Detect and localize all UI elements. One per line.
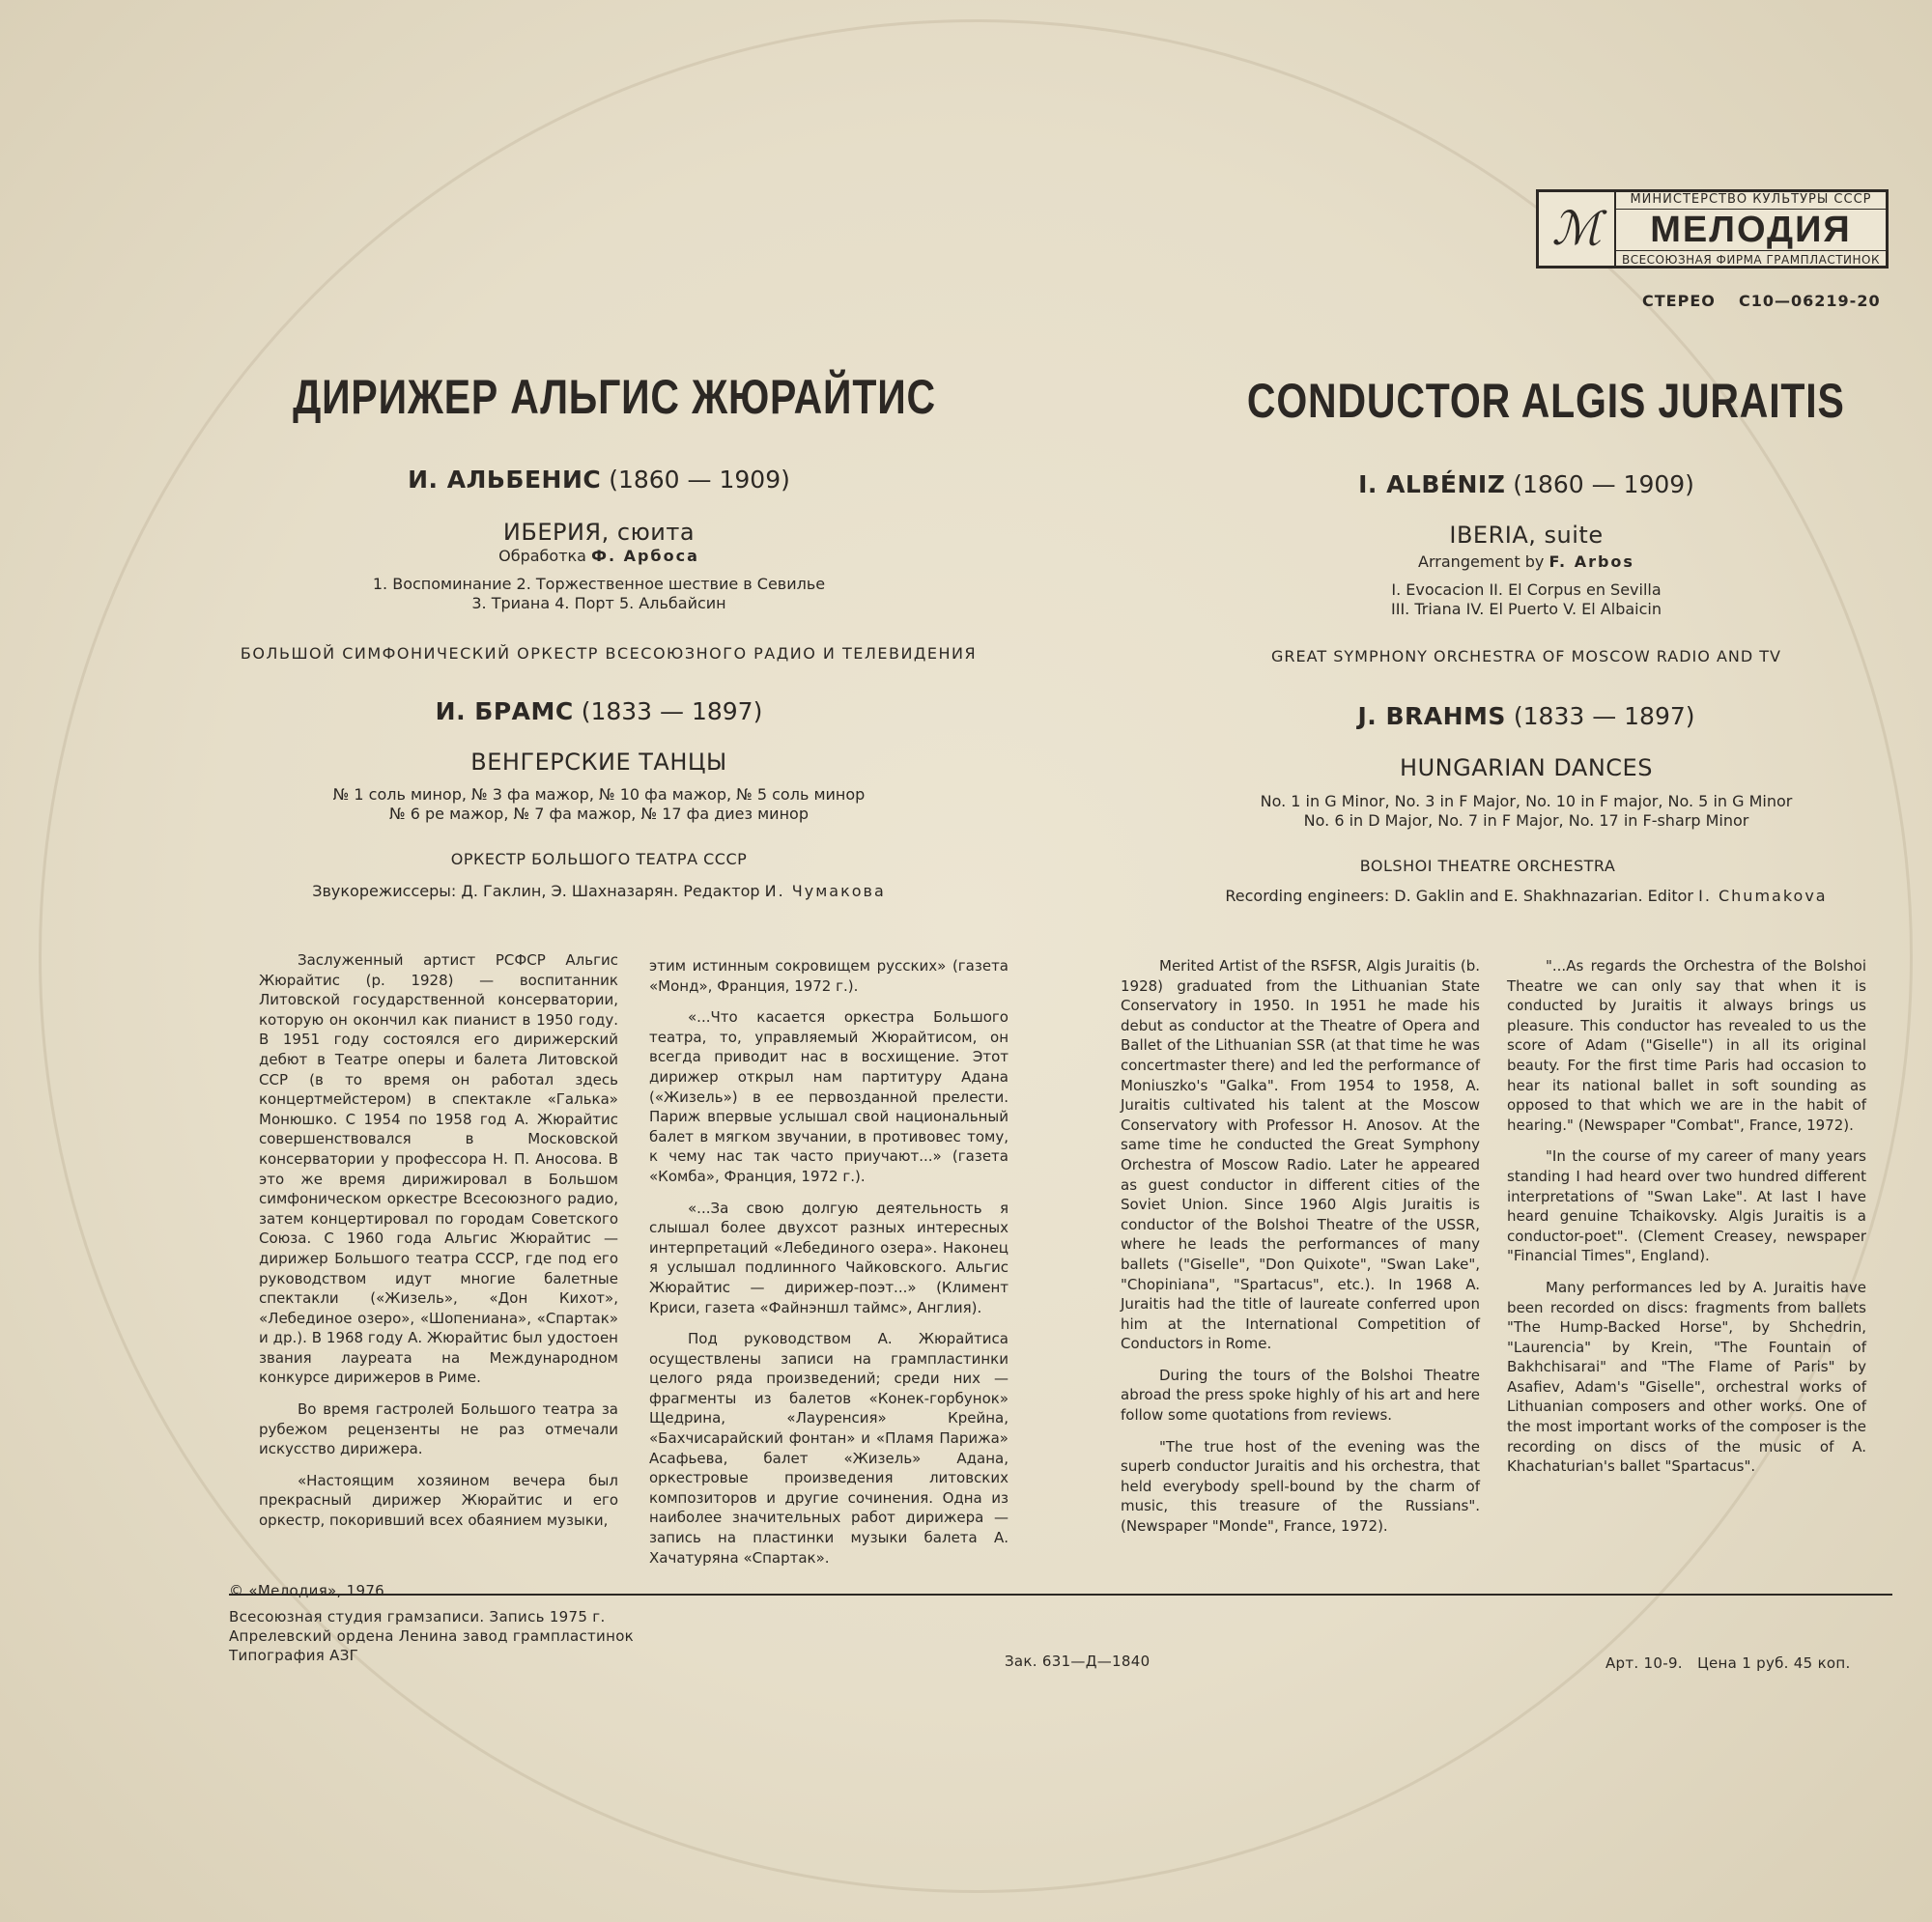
en-albeniz-name: I. ALBÉNIZ xyxy=(1358,470,1506,498)
ru-iberia-heading xyxy=(222,519,976,546)
en-arrangement-name: F. Arbos xyxy=(1548,552,1634,571)
ru-brahms-name: И. БРАМС xyxy=(435,697,574,725)
stereo-label: СТЕРЕО xyxy=(1642,292,1716,310)
ru-albeniz-name: И. АЛЬБЕНИС xyxy=(408,466,602,494)
en-iberia-parts xyxy=(1150,580,1903,619)
footer-imprint xyxy=(229,1581,384,1600)
ru-albeniz-heading xyxy=(222,466,976,494)
en-iberia-title: IBERIA xyxy=(1449,522,1529,549)
en-dances-title: HUNGARIAN DANCES xyxy=(1400,754,1653,781)
footer-factory: Апрелевский ордена Ленина завод грампластинок xyxy=(229,1627,635,1645)
ru-dances-title: ВЕНГЕРСКИЕ ТАНЦЫ xyxy=(470,749,727,776)
logo-ministry: МИНИСТЕРСТВО КУЛЬТУРЫ СССР xyxy=(1616,190,1886,210)
ru-arrangement xyxy=(222,547,976,566)
en-engineers-line xyxy=(1150,887,1903,906)
ru-iberia-parts-line-2: 3. Триана 4. Порт 5. Альбайсин xyxy=(471,594,726,612)
en-iberia-parts-line-2: III. Triana IV. El Puerto V. El Albaicin xyxy=(1391,600,1662,618)
ru-iberia-parts xyxy=(222,575,976,613)
ru-dances-line-2: № 6 ре мажор, № 7 фа мажор, № 17 фа диез минор xyxy=(389,805,809,823)
logo-name: МЕЛОДИЯ xyxy=(1650,209,1852,250)
melodiya-logo xyxy=(1536,189,1889,269)
footer-studio: Всесоюзная студия грамзаписи. Запись 1975 г. xyxy=(229,1608,606,1625)
ru-dances-list xyxy=(222,785,976,824)
en-iberia-suffix: , suite xyxy=(1528,522,1604,549)
ru-arrangement-name: Ф. Арбоса xyxy=(591,547,699,565)
footer-imprint-lines xyxy=(229,1607,634,1665)
ru-engineers-line xyxy=(222,882,976,901)
ru-col1-paragraph: «Настоящим хозяином вечера был прекрасный дирижер Жюрайтис и его оркестр, покоривший всех обаянием музыки, xyxy=(259,1471,618,1530)
ru-dances-line-1: № 1 соль минор, № 3 фа мажор, № 10 фа мажор, № 5 соль минор xyxy=(332,785,866,804)
en-title-wrap xyxy=(1169,373,1922,429)
ru-col2-paragraph: «...Что касается оркестра Большого театра, то, управляемый Жюрайтисом, он всегда приводит нас в восхищение. Этот дирижер открыл нам партитуру Адана («Жизель») в ее первозданной прелести. Париж впервые услышал свой национальный балет в мягком звучании, в противовес тому, к чему нас так часто приучают...» (газета «Комба», Франция, 1972 г.). xyxy=(649,1008,1009,1185)
logo-text-block xyxy=(1616,190,1886,269)
footer-price: Арт. 10-9. Цена 1 руб. 45 коп. xyxy=(1605,1654,1851,1672)
en-albeniz-years: (1860 — 1909) xyxy=(1513,470,1694,498)
ru-iberia-suffix: , сюита xyxy=(601,519,696,546)
ru-title: ДИРИЖЕР АЛЬГИС ЖЮРАЙТИС xyxy=(293,370,936,424)
en-col3-paragraph: During the tours of the Bolshoi Theatre abroad the press spoke highly of his art and here follow some quotations from reviews. xyxy=(1121,1366,1480,1425)
ru-title-wrap xyxy=(222,369,976,425)
en-col4-paragraph: Many performances led by A. Juraitis have been recorded on discs: fragments from ballets "The Hump-Backed Horse", by Shchedrin, "Laurencia" by Krein, "The Fountain of Bakhchisarai" and "The Flame of Paris" by Asafiev, Adam's "Giselle", orchestral works of Lithuanian composers and other works. One of the most important works of the composer is the recording on discs of the music of A. Khachaturian's ballet "Spartacus". xyxy=(1507,1278,1866,1476)
ru-col2-paragraph: Под руководством А. Жюрайтиса осуществлены записи на грампластинки целого ряда произведений; среди них — фрагменты из балетов «Конек-горбунок» Щедрина, «Лауренсия» Крейна, «Бахчисарайский фонтан» и «Пламя Парижа» Асафьева, балет «Жизель» Адана, оркестровые произведения литовских композиторов и другие сочинения. Одна из наиболее значительных работ дирижера — запись на пластинки музыки балета А. Хачатуряна «Спартак». xyxy=(649,1330,1009,1567)
ru-bio-column-2 xyxy=(649,956,1009,1568)
en-brahms-heading xyxy=(1150,702,1903,730)
en-brahms-name: J. BRAHMS xyxy=(1357,702,1506,730)
ru-albeniz-years: (1860 — 1909) xyxy=(609,466,790,494)
en-bio-column-3 xyxy=(1121,956,1480,1537)
ru-arrangement-label: Обработка xyxy=(498,547,586,565)
en-arrangement xyxy=(1150,552,1903,572)
ru-col2-paragraph: «...За свою долгую деятельность я слышал более двухсот разных интересных интерпретаций «Лебединого озера». Наконец я услышал подлинного Чайковского. Альгис Жюрайтис — дирижер-поэт...» (Климент Криси, газета «Файнэншл таймс», Англия). xyxy=(649,1199,1009,1316)
en-col3-paragraph: Merited Artist of the RSFSR, Algis Juraitis (b. 1928) graduated from the Lithuanian State Conservatory in 1950. In 1951 he made his debut as conductor at the Theatre of Opera and Ballet of the Lithuanian SSR (at that time he was concertmaster there) and led the performance of Moniuszko's "Galka". From 1954 to 1958, A. Juraitis cultivated his talent at the Moscow Conservatory with Professor H. Anosov. At the same time he conducted the Great Symphony Orchestra of Moscow Radio. Later he appeared as guest conductor in different cities of the Soviet Union. Since 1960 Algis Juraitis is conductor of the Bolshoi Theatre of the USSR, where he leads the performances of many ballets ("Giselle", "Don Quixote", "Swan Lake", "Chopiniana", "Spartacus", etc.). In 1968 A. Juraitis had the title of laureate conferred upon him at the International Competition of Conductors in Rome. xyxy=(1121,957,1480,1353)
ru-col1-paragraph: Во время гастролей Большого театра за рубежом рецензенты не раз отмечали искусство дирижера. xyxy=(259,1400,618,1458)
ru-brahms-heading xyxy=(222,697,976,725)
en-dances-line-1: No. 1 in G Minor, No. 3 in F Major, No. 10 in F major, No. 5 in G Minor xyxy=(1260,792,1793,810)
ru-orchestra-1: БОЛЬШОЙ СИМФОНИЧЕСКИЙ ОРКЕСТР ВСЕСОЮЗНОГО РАДИО И ТЕЛЕВИДЕНИЯ xyxy=(240,644,978,663)
en-bio-column-4 xyxy=(1507,956,1866,1477)
footer-copyright: © «Мелодия», 1976 xyxy=(229,1582,385,1599)
footer-divider xyxy=(229,1594,1892,1596)
logo-company: ВСЕСОЮЗНАЯ ФИРМА ГРАМПЛАСТИНОК xyxy=(1616,250,1886,269)
en-title: CONDUCTOR ALGIS JURAITIS xyxy=(1246,374,1845,428)
ru-orchestra-2: ОРКЕСТР БОЛЬШОГО ТЕАТРА СССР xyxy=(450,850,748,868)
ru-col2-paragraph: этим истинным сокровищем русских» (газета «Монд», Франция, 1972 г.). xyxy=(649,957,1009,995)
ru-editor: И. Чумакова xyxy=(764,882,886,900)
ru-brahms-years: (1833 — 1897) xyxy=(581,697,763,725)
en-orchestra-1: GREAT SYMPHONY ORCHESTRA OF MOSCOW RADIO AND TV xyxy=(1271,647,1781,665)
catalog-number: С10—06219-20 xyxy=(1739,292,1881,310)
en-iberia-heading xyxy=(1150,522,1903,549)
footer-order-number: Зак. 631—Д—1840 xyxy=(1005,1653,1151,1670)
en-arrangement-label: Arrangement by xyxy=(1418,552,1545,571)
en-iberia-parts-line-1: I. Evocacion II. El Corpus en Sevilla xyxy=(1391,580,1662,599)
en-orchestra-2: BOLSHOI THEATRE ORCHESTRA xyxy=(1359,857,1616,875)
en-col3-paragraph: "The true host of the evening was the superb conductor Juraitis and his orchestra, that held everybody spell-bound by the charm of music, this treasure of the Russians". (Newspaper "Monde", France, 1972). xyxy=(1121,1437,1480,1536)
footer-printer: Типография АЗГ xyxy=(229,1647,359,1664)
en-editor: I. Chumakova xyxy=(1698,887,1828,905)
en-albeniz-heading xyxy=(1150,470,1903,498)
en-dances-list xyxy=(1150,792,1903,831)
ru-iberia-parts-line-1: 1. Воспоминание 2. Торжественное шествие в Севилье xyxy=(372,575,826,593)
en-dances-line-2: No. 6 in D Major, No. 7 in F Major, No. 17 in F-sharp Minor xyxy=(1303,811,1749,830)
ru-engineers: Звукорежиссеры: Д. Гаклин, Э. Шахназарян. Редактор xyxy=(312,882,760,900)
en-col4-paragraph: "...As regards the Orchestra of the Bolshoi Theatre we can only say that when it is conducted by Juraitis it always brings us pleasure. This conductor has revealed to us the score of Adam ("Giselle") in all its original beauty. For the first time Paris had occasion to hear its national ballet in soft sounding as opposed to that which we are in the habit of hearing." (Newspaper "Combat", France, 1972). xyxy=(1507,957,1866,1134)
ru-bio-column-1 xyxy=(259,950,618,1531)
melodiya-emblem-icon: ℳ xyxy=(1539,192,1616,266)
ru-col1-paragraph: Заслуженный артист РСФСР Альгис Жюрайтис (р. 1928) — воспитанник Литовской государственной консерватории, которую он окончил как пианист в 1950 году. В 1951 году состоялся его дирижерский дебют в Театре оперы и балета Литовской ССР (в то время он работал здесь концертмейстером) в спектакле «Галька» Монюшко. С 1954 по 1958 год А. Жюрайтис совершенствовался в Московской консерватории у профессора Н. П. Аносова. В это же время дирижировал в Большом симфоническом оркестре Всесоюзного радио, затем концертировал по городам Советского Союза. С 1960 года Альгис Жюрайтис — дирижер Большого театра СССР, где под его руководством идут многие балетные спектакли («Жизель», «Дон Кихот», «Лебединое озеро», «Шопениана», «Спартак» и др.). В 1968 году А. Жюрайтис был удостоен звания лауреата на Международном конкурсе дирижеров в Риме. xyxy=(259,951,618,1387)
en-col4-paragraph: "In the course of my career of many years standing I had heard over two hundred different interpretations of "Swan Lake". At last I have heard genuine Tchaikovsky. Algis Juraitis is a conductor-poet". (Clement Creasey, newspaper "Financial Times", England). xyxy=(1507,1147,1866,1265)
en-engineers: Recording engineers: D. Gaklin and E. Shakhnazarian. Editor xyxy=(1225,887,1693,905)
en-brahms-years: (1833 — 1897) xyxy=(1513,702,1695,730)
ru-iberia-title: ИБЕРИЯ xyxy=(502,519,602,546)
